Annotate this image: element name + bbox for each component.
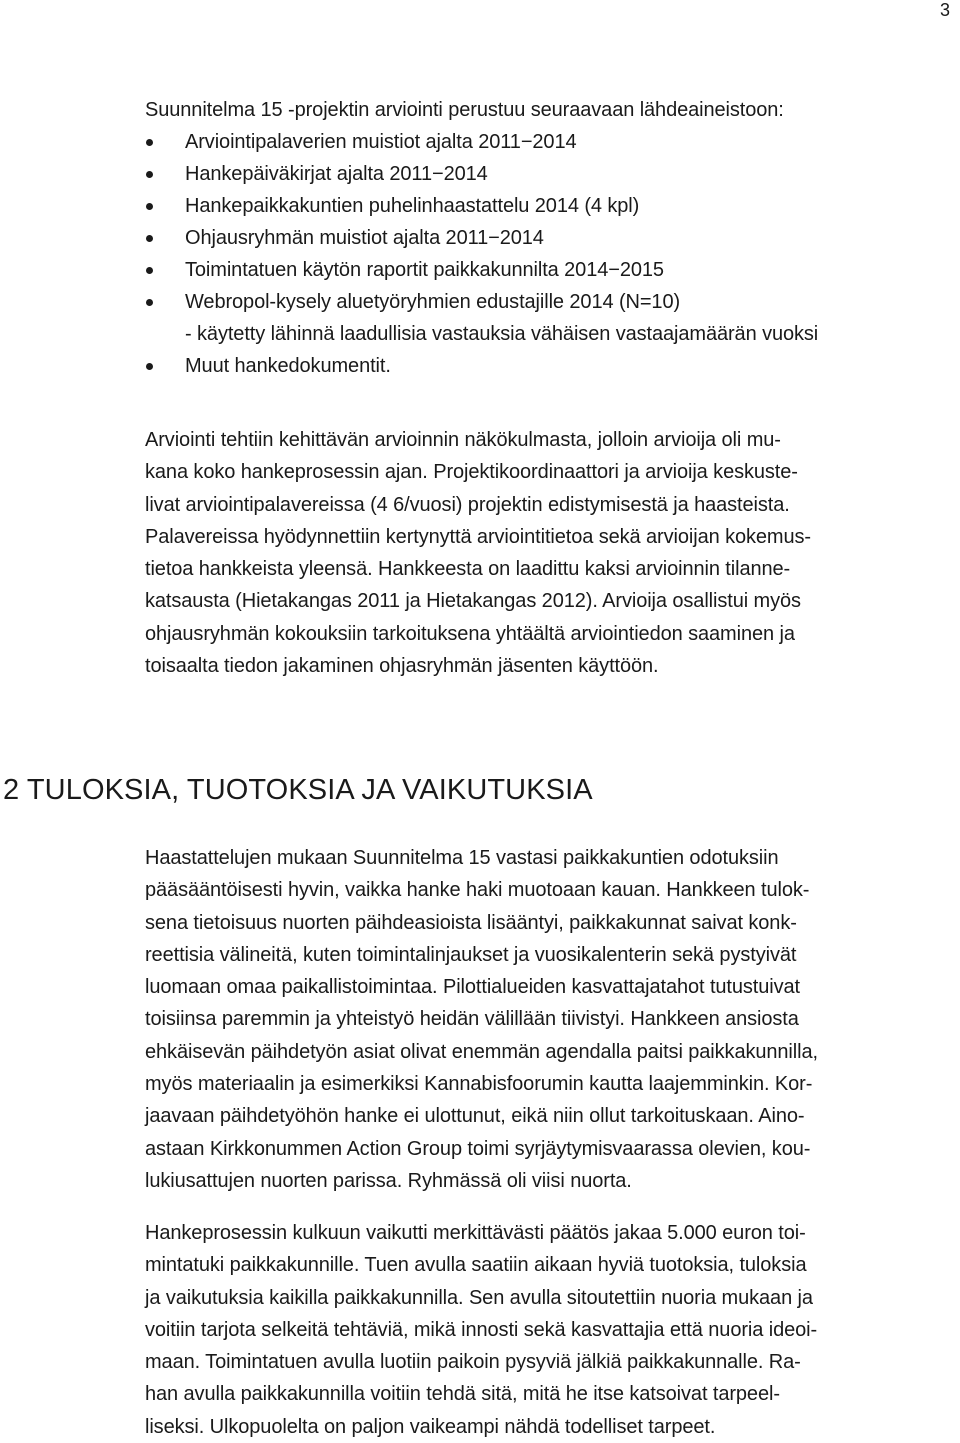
- text-line: liseksi. Ulkopuolelta on paljon vaikeampi nähdä todelliset tarpeet.: [145, 1415, 716, 1438]
- bullet-icon: [146, 139, 153, 146]
- text-line: voitiin tarjota selkeitä tehtäviä, mikä innosti sekä kasvattajia että nuoria ideoi-: [145, 1318, 818, 1341]
- text-line: sena tietoisuus nuorten päihdeasioista lisääntyi, paikkakunnat saivat konk-: [145, 911, 797, 934]
- text-line: tietoa hankkeista yleensä. Hankkeesta on laadittu kaksi arvioinnin tilanne-: [145, 558, 791, 581]
- list-item: Hankepäiväkirjat ajalta 2011−2014: [145, 158, 935, 190]
- text-line: toisaalta tiedon jakaminen ohjasryhmän jäsenten käyttöön.: [145, 655, 659, 678]
- text-line: ohjausryhmän kokouksiin tarkoituksena yhtäältä arviointiedon saaminen ja: [145, 622, 795, 645]
- text-line: Haastattelujen mukaan Suunnitelma 15 vastasi paikkakuntien odotuksiin: [145, 847, 779, 869]
- list-item: Muut hankedokumentit.: [145, 350, 935, 382]
- text-line: maan. Toimintatuen avulla luotiin paikoin pysyviä jälkiä paikkakunnalle. Ra-: [145, 1351, 801, 1374]
- sources-list: [145, 126, 935, 382]
- funding-paragraph: [145, 1217, 935, 1443]
- list-item: Arviointipalaverien muistiot ajalta 2011−2014: [145, 126, 935, 158]
- list-item: Hankepaikkakuntien puhelinhaastattelu 2014 (4 kpl): [145, 190, 935, 222]
- text-line: katsausta (Hietakangas 2011 ja Hietakangas 2012). Arvioija osallistui myös: [145, 590, 801, 613]
- text-line: jaavaan päihdetyöhön hanke ei ulottunut, eikä niin ollut tarkoituskaan. Aino-: [145, 1105, 805, 1128]
- list-item: Webropol-kysely aluetyöryhmien edustajille 2014 (N=10): [145, 286, 935, 318]
- evaluation-paragraph: [145, 424, 935, 682]
- text-line: ja vaikutuksia kaikilla paikkakunnilla. Sen avulla sitoutettiin nuoria mukaan ja: [145, 1286, 813, 1309]
- page-number: 3: [940, 0, 951, 20]
- list-item: Ohjausryhmän muistiot ajalta 2011−2014: [145, 222, 935, 254]
- list-item: Toimintatuen käytön raportit paikkakunnilta 2014−2015: [145, 254, 935, 286]
- text-line: han avulla paikkakunnilla voitiin tehdä sitä, mitä he itse katsoivat tarpeel-: [145, 1383, 780, 1406]
- text-line: myös materiaalin ja esimerkiksi Kannabisfoorumin kautta laajemminkin. Kor-: [145, 1073, 813, 1096]
- text-line: Palavereissa hyödynnettiin kertynyttä arviointitietoa sekä arvioijan kokemus-: [145, 525, 811, 548]
- text-line: mintatuki paikkakunnille. Tuen avulla saatiin aikaan hyviä tuotoksia, tuloksia: [145, 1254, 807, 1277]
- text-line: kana koko hankeprosessin ajan. Projektikoordinaattori ja arvioija keskuste-: [145, 461, 798, 484]
- bullet-icon: [146, 363, 153, 370]
- sources-lead: Suunnitelma 15 -projektin arviointi perustuu seuraavaan lähdeaineistoon:: [145, 99, 784, 121]
- text-line: livat arviointipalavereissa (4 6/vuosi) projektin edistymisestä ja haasteista.: [145, 493, 790, 516]
- text-line: astaan Kirkkonummen Action Group toimi syrjäytymisvaarassa olevien, kou-: [145, 1137, 811, 1160]
- sources-section: [145, 94, 935, 382]
- bullet-icon: [146, 267, 153, 274]
- text-line: toisiinsa paremmin ja yhteistyö heidän välillään tiivistyi. Hankkeen ansiosta: [145, 1008, 799, 1031]
- section-heading: 2 TULOKSIA, TUOTOKSIA JA VAIKUTUKSIA: [3, 774, 593, 806]
- text-line: reettisia välineitä, kuten toimintalinjaukset ja vuosikalenterin sekä pystyivät: [145, 943, 797, 966]
- results-paragraph: [145, 842, 935, 1197]
- text-line: Arviointi tehtiin kehittävän arvioinnin näkökulmasta, jolloin arvioija oli mu-: [145, 429, 781, 451]
- text-line: pääsääntöisesti hyvin, vaikka hanke haki muotoaan kauan. Hankkeen tulok-: [145, 879, 810, 902]
- list-item-note: - käytetty lähinnä laadullisia vastauksia vähäisen vastaajamäärän vuoksi: [185, 323, 819, 345]
- text-line: lukiusattujen nuorten parissa. Ryhmässä oli viisi nuorta.: [145, 1169, 632, 1192]
- text-line: luomaan omaa paikallistoimintaa. Pilottialueiden kasvattajatahot tutustuivat: [145, 976, 801, 999]
- bullet-icon: [146, 235, 153, 242]
- bullet-icon: [146, 171, 153, 178]
- bullet-icon: [146, 299, 153, 306]
- bullet-icon: [146, 203, 153, 210]
- text-line: ehkäisevän päihdetyön asiat olivat enemmän agendalla paitsi paikkakunnilla,: [145, 1040, 818, 1063]
- text-line: Hankeprosessin kulkuun vaikutti merkittävästi päätös jakaa 5.000 euron toi-: [145, 1222, 806, 1244]
